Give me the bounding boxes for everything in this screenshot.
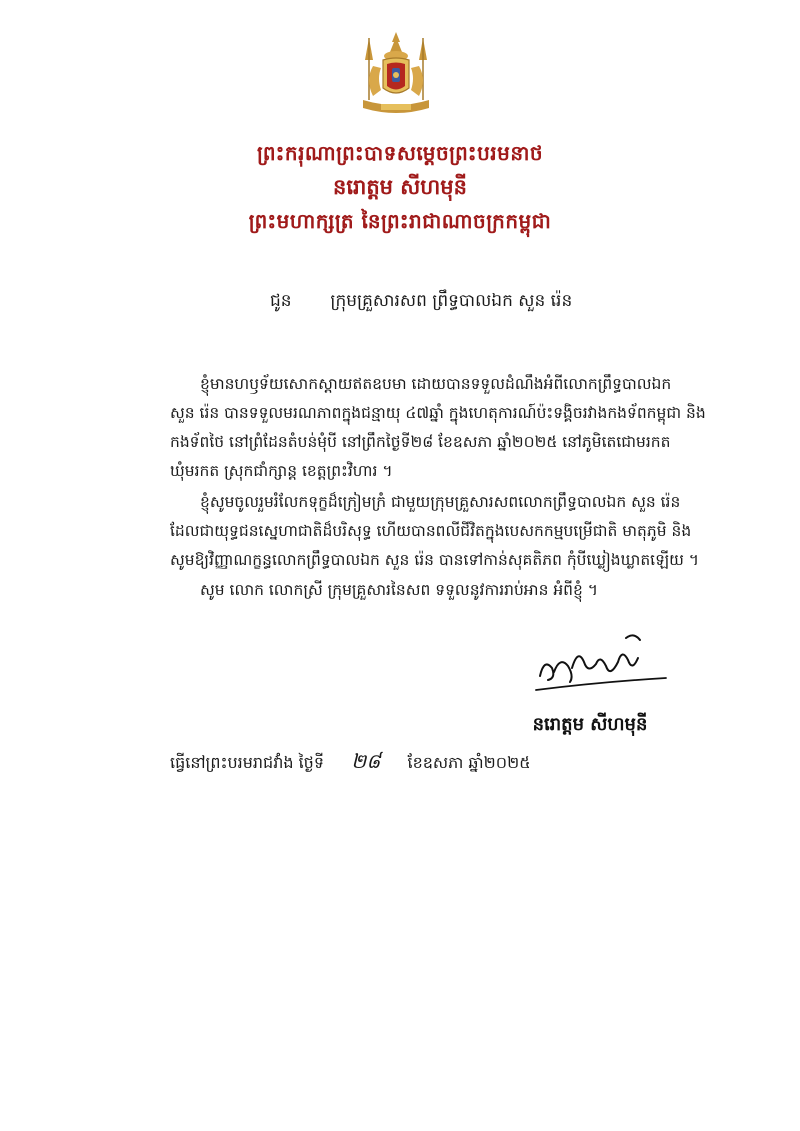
signer-name: នរោត្តម សីហមុនី — [532, 714, 648, 735]
royal-title-line-1: ព្រះករុណាព្រះបាទសម្ដេចព្រះបរមនាថ — [256, 141, 544, 165]
paragraph-3-line: សូម លោក លោកស្រី ក្រុមគ្រួសារនៃសព ទទួលនូវការរាប់អាន អំពីខ្ញុំ ។ — [200, 581, 598, 599]
paragraph-1-line: ឃុំមរកត ស្រុកជាំក្សាន្ត ខេត្តព្រះវិហារ ។ — [170, 462, 393, 480]
paragraph-2-line: សូមឱ្យវិញ្ញាណក្ខន្ធលោកព្រឹទ្ធបាលឯក សួន រ៉េន បានទៅកាន់សុគតិភព កុំបីឃ្លៀងឃ្លាតឡើយ ។ — [170, 551, 699, 569]
paragraph-3 — [170, 576, 715, 605]
royal-title-line-3: ព្រះមហាក្សត្រ នៃព្រះរាជាណាចក្រកម្ពុជា — [248, 209, 552, 233]
king-name: នរោត្តម សីហមុនី — [333, 175, 467, 199]
recipient-name: ក្រុមគ្រួសារសព ព្រឹទ្ធបាលឯក សួន រ៉េន — [330, 291, 573, 311]
recipient-line — [270, 290, 572, 315]
handwritten-signature — [530, 628, 670, 698]
dateline-day: ២៨ — [351, 749, 381, 773]
paragraph-2-line: ខ្ញុំសូមចូលរួមរំលែកទុក្ខដ៏ក្រៀមក្រំ ជាមួយក្រុមគ្រួសារសពលោកព្រឹទ្ធបាលឯក សួន រ៉េន — [200, 493, 681, 511]
dateline-month-year: ខែឧសភា ឆ្នាំ២០២៥ — [407, 753, 531, 772]
dateline — [170, 748, 541, 778]
paragraph-1-line: ខ្ញុំមានហឫទ័យសោកស្ដាយឥតឧបមា ដោយបានទទួលដំណឹងអំពីលោកព្រឹទ្ធបាលឯក — [200, 375, 672, 393]
paragraph-2 — [170, 488, 715, 575]
royal-cambodia-emblem-icon — [355, 30, 437, 120]
dateline-place: ធ្វើនៅព្រះបរមរាជវាំង ថ្ងៃទី — [170, 753, 324, 772]
paragraph-1-line: សួន រ៉េន បានទទួលមរណភាពក្នុងជន្មាយុ ៤៧ឆ្នាំ ក្នុងហេតុការណ៍ប៉ះទង្គិចរវាងកងទ័ពកម្ពុជា និង — [170, 404, 706, 422]
paragraph-2-line: ដែលជាយុទ្ធជនស្នេហាជាតិដ៏បរិសុទ្ធ ហើយបានពលីជីវិតក្នុងបេសកកម្មបម្រើជាតិ មាតុភូមិ និង — [170, 522, 692, 540]
paragraph-1 — [170, 370, 715, 486]
recipient-prefix: ជូន — [270, 291, 292, 311]
paragraph-1-line: កងទ័ពថៃ នៅព្រំដែនតំបន់មុំបី នៅព្រឹកថ្ងៃទី២៨ ខែឧសភា ឆ្នាំ២០២៥ នៅភូមិតេជោមរកត — [170, 433, 671, 451]
